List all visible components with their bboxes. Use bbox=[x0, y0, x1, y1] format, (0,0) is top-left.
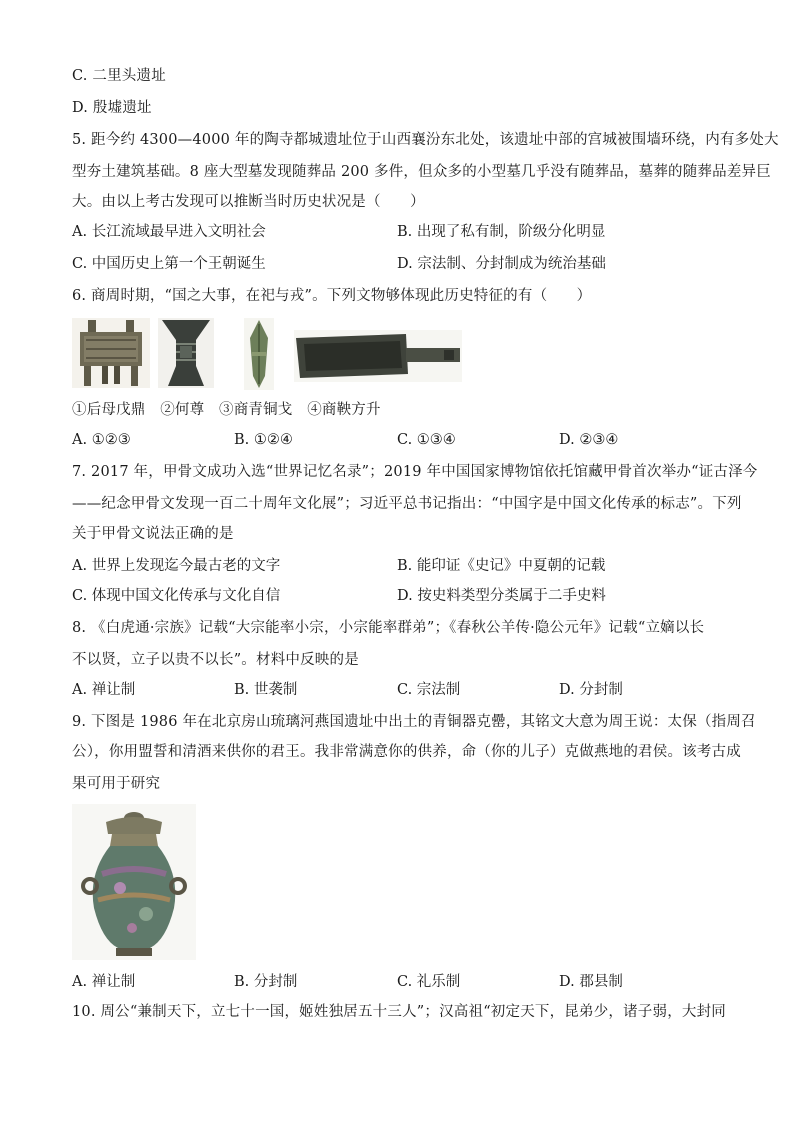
q6-image-captions: ①后母戊鼎 ②何尊 ③商青铜戈 ④商鞅方升 bbox=[72, 402, 381, 418]
q9-stem-line3: 果可用于研究 bbox=[72, 776, 161, 792]
q9-stem-line1: 9. 下图是 1986 年在北京房山琉璃河燕国遗址中出土的青铜器克罍，其铭文大意为周王说：太保（指周召 bbox=[72, 714, 756, 730]
q7-option-a[interactable]: A. 世界上发现迄今最古老的文字 bbox=[72, 558, 281, 574]
he-zun-image bbox=[158, 318, 214, 388]
q5-stem-line3: 大。由以上考古发现可以推断当时历史状况是（ ） bbox=[72, 194, 425, 210]
bronze-ge-image bbox=[244, 318, 274, 390]
q8-stem-line2: 不以贤，立子以贵不以长”。材料中反映的是 bbox=[72, 652, 359, 668]
q9-option-b[interactable]: B. 分封制 bbox=[234, 974, 298, 990]
ke-lei-bronze-image bbox=[72, 804, 196, 960]
q5-option-c[interactable]: C. 中国历史上第一个王朝诞生 bbox=[72, 256, 266, 272]
q9-option-d[interactable]: D. 郡县制 bbox=[559, 974, 623, 990]
q5-stem-line1: 5. 距今约 4300—4000 年的陶寺都城遗址位于山西襄汾东北处，该遗址中部的宫城被围墙环绕，内有多处大 bbox=[72, 132, 779, 148]
q6-stem: 6. 商周时期，“国之大事，在祀与戎”。下列文物够体现此历史特征的有（ ） bbox=[72, 288, 592, 304]
q8-option-b[interactable]: B. 世袭制 bbox=[234, 682, 298, 698]
prev-option-d[interactable]: D. 殷墟遗址 bbox=[72, 100, 152, 116]
q7-stem-line1: 7. 2017 年，甲骨文成功入选“世界记忆名录”；2019 年中国国家博物馆依托馆藏甲骨首次举办“证古泽今 bbox=[72, 464, 758, 480]
shang-yang-fangsheng-image bbox=[294, 330, 462, 382]
q6-option-b[interactable]: B. ①②④ bbox=[234, 432, 293, 448]
q10-stem-line1: 10. 周公“兼制天下，立七十一国，姬姓独居五十三人”；汉高祖“初定天下，昆弟少，诸子弱，大封同 bbox=[72, 1004, 727, 1020]
q8-option-c[interactable]: C. 宗法制 bbox=[397, 682, 461, 698]
q5-option-a[interactable]: A. 长江流域最早进入文明社会 bbox=[72, 224, 266, 240]
q5-option-b[interactable]: B. 出现了私有制，阶级分化明显 bbox=[397, 224, 606, 240]
q6-option-d[interactable]: D. ②③④ bbox=[559, 432, 619, 448]
q6-option-a[interactable]: A. ①②③ bbox=[72, 432, 131, 448]
q7-stem-line2: ——纪念甲骨文发现一百二十周年文化展”；习近平总书记指出：“中国字是中国文化传承的标志”。下列 bbox=[72, 496, 742, 512]
q9-stem-line2: 公），你用盟誓和清酒来供你的君王。我非常满意你的供养，命（你的儿子）克做燕地的君侯。该考古成 bbox=[72, 744, 741, 760]
q8-option-a[interactable]: A. 禅让制 bbox=[72, 682, 136, 698]
q9-option-a[interactable]: A. 禅让制 bbox=[72, 974, 136, 990]
houmuwu-ding-image bbox=[72, 318, 150, 388]
q8-option-d[interactable]: D. 分封制 bbox=[559, 682, 623, 698]
q5-option-d[interactable]: D. 宗法制、分封制成为统治基础 bbox=[397, 256, 606, 272]
q7-option-d[interactable]: D. 按史料类型分类属于二手史料 bbox=[397, 588, 606, 604]
q9-option-c[interactable]: C. 礼乐制 bbox=[397, 974, 461, 990]
q6-option-c[interactable]: C. ①③④ bbox=[397, 432, 456, 448]
q7-stem-line3: 关于甲骨文说法正确的是 bbox=[72, 526, 234, 542]
q7-option-c[interactable]: C. 体现中国文化传承与文化自信 bbox=[72, 588, 281, 604]
prev-option-c[interactable]: C. 二里头遗址 bbox=[72, 68, 166, 84]
q5-stem-line2: 型夯土建筑基础。8 座大型墓发现随葬品 200 多件，但众多的小型墓几乎没有随葬品，墓葬的随葬品差异巨 bbox=[72, 164, 771, 180]
q8-stem-line1: 8. 《白虎通·宗族》记载“大宗能率小宗，小宗能率群弟”；《春秋公羊传·隐公元年》记载“立嫡以长 bbox=[72, 620, 705, 636]
q7-option-b[interactable]: B. 能印证《史记》中夏朝的记载 bbox=[397, 558, 606, 574]
